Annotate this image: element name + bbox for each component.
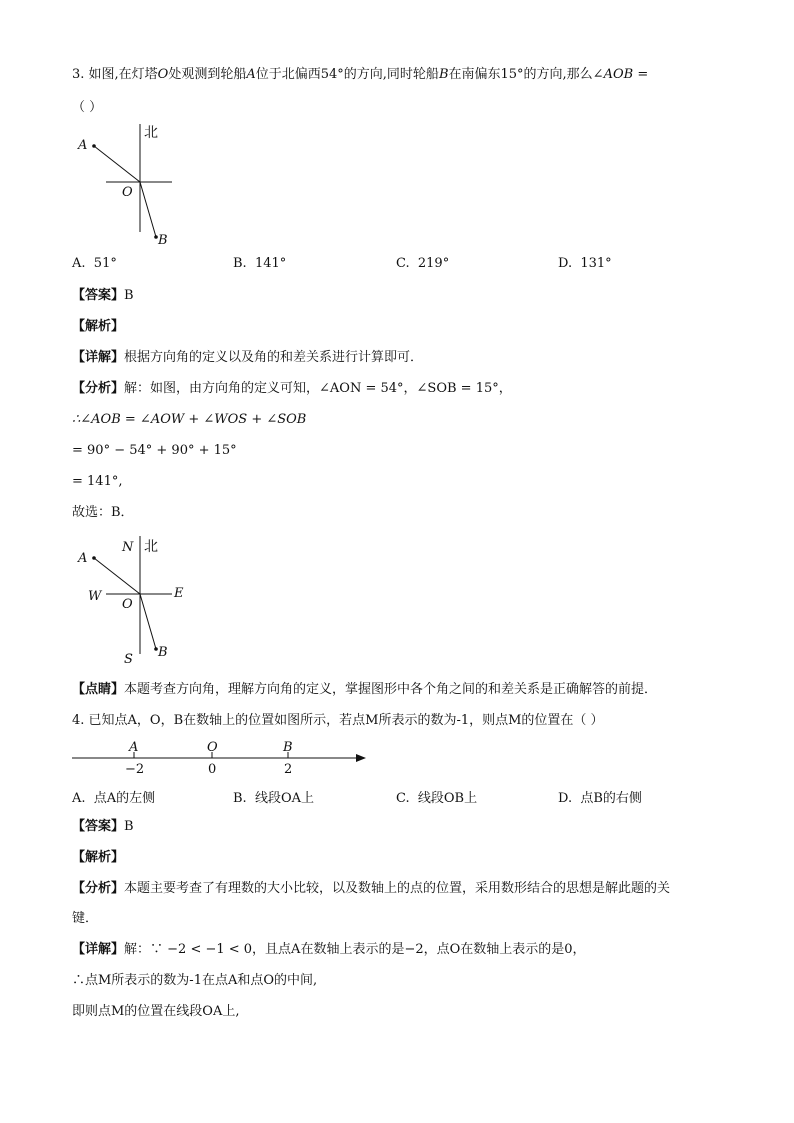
q3-step2: = 90° − 54° + 90° + 15° [72, 443, 237, 458]
q4-option-c: C. 线段OB上 [396, 791, 478, 806]
label-north: 北 [144, 125, 158, 141]
q4-detail: 【详解】解：∵ −2 < −1 < 0，且点A在数轴上表示的是−2，点O在数轴上表示的是0， [72, 942, 586, 957]
label-o: O [122, 185, 133, 200]
value-label-a: −2 [125, 762, 145, 777]
label-w: W [88, 589, 102, 604]
q3-blank: （ ） [72, 100, 103, 115]
q3-step3: = 141°, [72, 474, 123, 489]
q4-option-b: B. 线段OA上 [233, 791, 314, 806]
q3-option-c: C. 219° [396, 256, 450, 271]
q3-solution-figure [72, 532, 212, 672]
q3-detail: 【详解】根据方向角的定义以及角的和差关系进行计算即可． [72, 350, 424, 365]
point-a [92, 144, 96, 148]
q3-answer: 【答案】B [72, 288, 134, 303]
q3-fenxi: 【分析】解：如图，由方向角的定义可知，∠AON = 54°，∠SOB = 15°， [72, 381, 512, 396]
q4-option-a: A. 点A的左侧 [72, 791, 156, 806]
label-s: S [124, 652, 133, 667]
q3-analysis-tag: 【解析】 [72, 319, 125, 334]
axis-arrow [356, 754, 366, 762]
label-e: E [174, 586, 184, 601]
ray-oa [94, 146, 140, 182]
point-label-a: A [129, 740, 139, 755]
label-north: 北 [144, 539, 158, 555]
q3-comment: 【点睛】本题考查方向角，理解方向角的定义，掌握图形中各个角之间的和差关系是正确解答的前提． [72, 682, 658, 697]
q4-step1: ∴点M所表示的数为-1在点A和点O的中间, [72, 973, 318, 988]
label-o: O [122, 597, 133, 612]
q4-stem: 4. 已知点A，O，B在数轴上的位置如图所示，若点M所表示的数为-1，则点M的位置在（ ） [72, 713, 604, 728]
q3-stem: 3. 如图,在灯塔O处观测到轮船A位于北偏西54°的方向,同时轮船B在南偏东15°的方向,那么∠AOB = [72, 67, 649, 82]
q3-option-b: B. 141° [233, 256, 287, 271]
q4-step2: 即则点M的位置在线段OA上, [72, 1004, 240, 1019]
label-n: N [122, 540, 134, 555]
label-a: A [78, 138, 88, 153]
q4-option-d: D. 点B的右侧 [558, 791, 642, 806]
point-a [92, 556, 96, 560]
point-label-b: B [283, 740, 293, 755]
q3-step1: ∴∠AOB = ∠AOW + ∠WOS + ∠SOB [72, 412, 307, 427]
q4-analysis-tag: 【解析】 [72, 850, 125, 865]
q3-choose: 故选：B． [72, 505, 134, 520]
value-label-o: 0 [208, 762, 217, 777]
q4-answer: 【答案】B [72, 819, 134, 834]
q4-fenxi-cont: 键． [72, 911, 99, 926]
ray-ob [140, 182, 156, 237]
ray-ob [140, 594, 156, 649]
value-label-b: 2 [284, 762, 293, 777]
q4-number-line [72, 738, 372, 778]
q3-option-d: D. 131° [558, 256, 612, 271]
point-label-o: O [207, 740, 218, 755]
label-b: B [158, 645, 168, 660]
label-a: A [78, 551, 88, 566]
q3-option-a: A. 51° [72, 256, 117, 271]
q4-fenxi: 【分析】本题主要考查了有理数的大小比较，以及数轴上的点的位置，采用数形结合的思想是解此题的关 [72, 881, 671, 896]
label-b: B [158, 233, 168, 248]
q3-direction-figure [72, 120, 212, 250]
